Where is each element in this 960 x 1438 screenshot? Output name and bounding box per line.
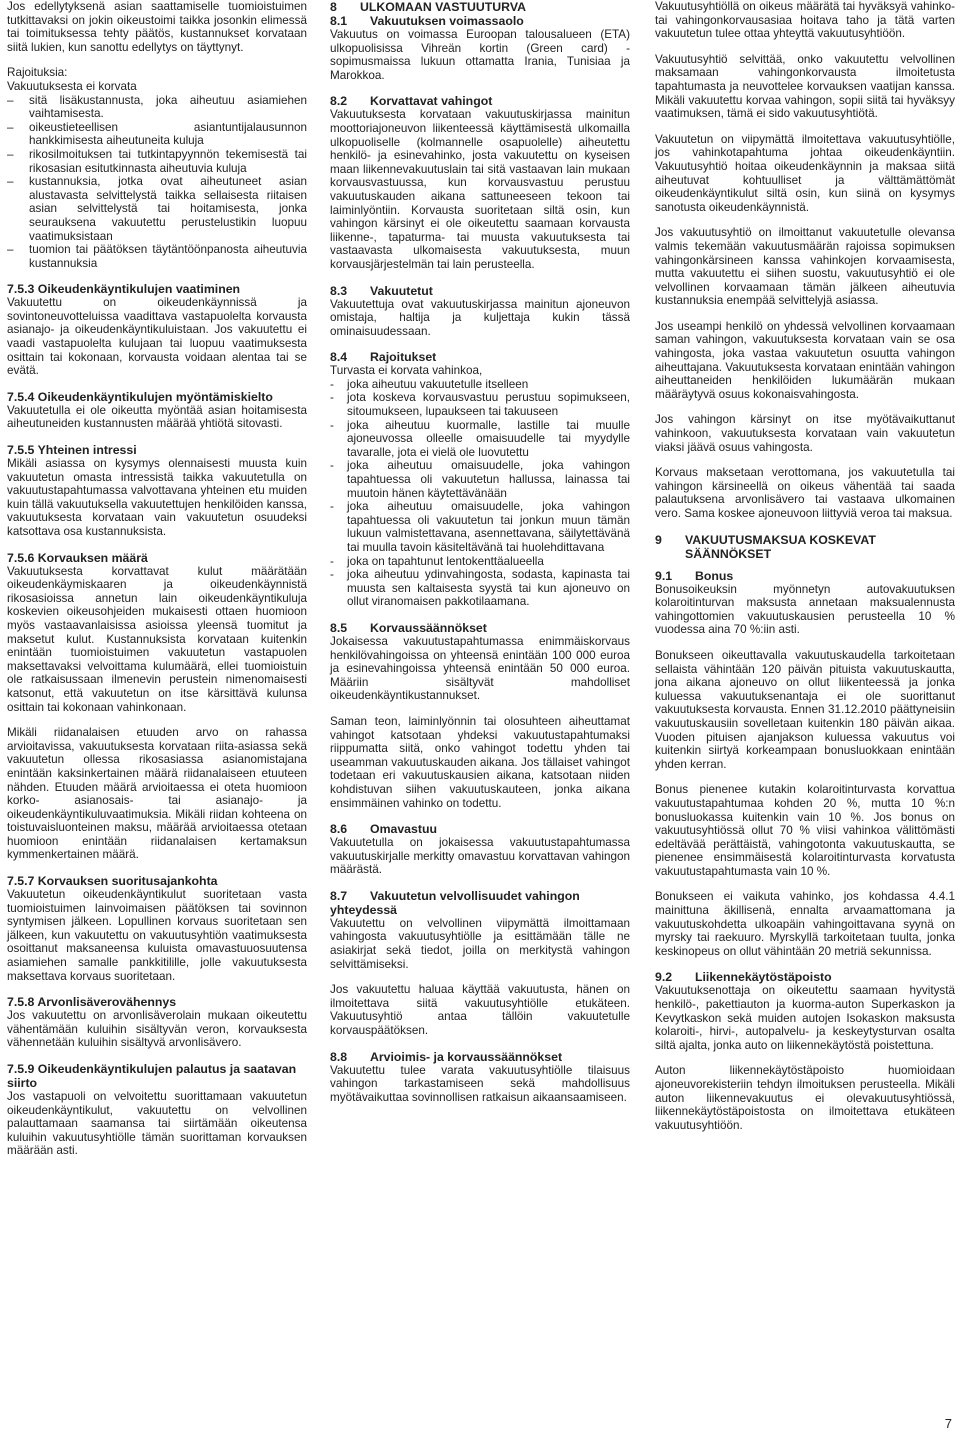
paragraph: Vakuutusyhtiö selvittää, onko vakuutettu velvollinen maksamaan vahingonkorvausta ilmoitetusta tapahtumasta ja neuvottelee korvauksen vaatijan kanssa. Mikäli vakuutettu korvaa vahingon, sopii siitä tai hyväksyy vaatimuksen, tämä ei sido vakuutusyhtiötä. bbox=[655, 52, 955, 121]
section-8-7-text-2: Jos vakuutettu haluaa käyttää vakuutusta, hänen on ilmoitettava siitä vakuutusyhtiölle etukäteen. Vakuutusyhtiö antaa tällöin vakuutetulle korvauspäätöksen. bbox=[330, 983, 630, 1038]
section-8-7-text: Vakuutettu on velvollinen viipymättä ilmoittamaan vahingosta vakuutusyhtiölle ja esittämään tälle ne asiakirjat sekä tiedot, joilla on merkitystä vahingon selvittämiseksi. bbox=[330, 916, 630, 971]
column-left bbox=[7, 0, 307, 1170]
list-item: - joka on tapahtunut lentokenttäalueella bbox=[330, 554, 544, 568]
section-9-1-text-2: Bonukseen oikeuttavalla vakuutuskaudella tarkoitetaan sellaista vähintään 120 päivän pituista vakuutuskautta, jona aikana ajoneuvo on ollut liikenteessä ja jonka kuluessa vakuutuksenantaja ei ole suorittanut vakuutuksesta korvausta. Ennen 31.12.2010 päättyneisiin vakuutuskausiin sovelletaan kuitenkin 180 päivän aikaa. Vuoden pituisen ajanjakson kuluessa vakuutus voi kuitenkin siirtyä korkeampaan bonusluokkaan enintään yhden kerran. bbox=[655, 648, 955, 771]
paragraph: Korvaus maksetaan verottomana, jos vakuutetulla tai vahingon kärsineellä on oikeus vähentää tai saada palautuksena arvonlisävero tai vastaava ulkomainen vero. Sama koskee ajoneuvoon liittyviä veroa tai maksua. bbox=[655, 466, 955, 520]
column-right bbox=[655, 0, 955, 1144]
section-heading-8-5: 8.5 Korvaussäännökset bbox=[330, 620, 487, 635]
section-heading-7-5-5: 7.5.5 Yhteinen intressi bbox=[7, 443, 137, 458]
section-9-2-text-2: Auton liikennekäytöstäpoisto huomioidaan ajoneuvorekisteriin tehdyn ilmoituksen perusteella. Mikäli auton liikennevakuutus ei olevakuutusyhtiössä, liikennekäytöstäpoistosta on ilmoitettava etukäteen vakuutusyhtiöön. bbox=[655, 1064, 955, 1132]
restrictions-intro: Vakuutuksesta ei korvata bbox=[7, 79, 137, 93]
section-heading-9-1: 9.1 Bonus bbox=[655, 568, 734, 583]
section-7-5-4-text: Vakuutetulla ei ole oikeutta myöntää asian hoitamisesta aiheutuneiden kustannusten määrää yhtiötä sitovasti. bbox=[7, 403, 307, 431]
section-heading-7-5-7: 7.5.7 Korvauksen suoritusajankohta bbox=[7, 874, 218, 889]
intro-paragraph: Jos edellytyksenä asian saattamiselle tuomioistuimen tutkittavaksi on jokin oikeustoimi taikka josonkin elimessä tai toimituksessa tehty päätös, kustannukset korvataan siitä lukien, kun sanottu edellytys on täyttynyt. bbox=[7, 0, 307, 54]
chapter-heading-8: 8 ULKOMAAN VASTUUTURVA bbox=[330, 0, 527, 14]
list-item: - jota koskeva korvausvastuu perustuu sopimukseen, sitoumukseen, lupaukseen tai takuuseen bbox=[330, 391, 630, 419]
restrictions-heading: Rajoituksia: bbox=[7, 66, 68, 80]
list-item: - joka aiheutuu vakuutetulle itselleen bbox=[330, 377, 529, 391]
list-item: – rikosilmoituksen tai tutkintapyynnön tekemisestä tai rikosasian esitutkinnasta aiheutuvia kuluja bbox=[7, 147, 307, 175]
chapter-heading-9: 9 VAKUUTUSMAKSUA KOSKEVAT SÄÄNNÖKSET bbox=[655, 532, 876, 561]
paragraph: Vakuutetun on viipymättä ilmoitettava vakuutusyhtiölle, jos vahinkotapahtuma johtaa oikeudenkäyntiin. Vakuutusyhtiö hoitaa oikeudenkäynnin ja maksaa siitä aiheutuvat kohtuulliset ja välttämättömät oikeudenkäyntikulut siltä osin, kun siinä on kysymys sanotusta oikeudenkäynnistä. bbox=[655, 132, 955, 214]
list-item: - joka aiheutuu kuormalle, lastille tai muulle ajoneuvossa olleelle omaisuudelle tai myydylle tavaralle, jota ei vielä ole luovutettu bbox=[330, 418, 630, 459]
section-7-5-3-text: Vakuutettu on oikeudenkäynnissä ja sovintoneuvotteluissa vaadittava vastapuolelta korvausta asianajo- ja oikeudenkäyntikuluistaan. Jos vakuutettu ei vaadi vastapuolelta kulujaan tai luopuu vaatimuksesta osittain tai kokonaan, korvausta voidaan alentaa tai se evätä. bbox=[7, 296, 307, 378]
column-middle bbox=[330, 0, 630, 1116]
section-heading-7-5-6: 7.5.6 Korvauksen määrä bbox=[7, 550, 148, 565]
section-7-5-6-text-2: Mikäli riidanalaisen etuuden arvo on rahassa arvioitavissa, vakuutuksesta korvataan riita-asiassa sekä vakuutetun ollessa rikosasiassa asianomistajana enintään kaksinkertainen määrä riidanalaiseen etuuteen nähden. Etuuden määrä arvioitaessa ei oteta huomioon korko- asianosais- tai asianajo- ja oikeudenkäyntikuluvaatimuksia. Mikäli riidan kohteena on toistuvaisluonteinen maksu, määrää arvioitaessa otetaan huomioon enintään riidanalaisen kertamaksun kymmenkertainen määrä. bbox=[7, 726, 307, 862]
section-8-5-text: Jokaisessa vakuutustapahtumassa enimmäiskorvaus henkilövahingoissa on yhteensä enintään 100 000 euroa ja esinevahingoissa yhteensä enintään 50 000 euroa. Määriin sisältyvät mahdolliset oikeudenkäyntikustannukset. bbox=[330, 634, 630, 703]
section-8-4-intro: Turvasta ei korvata vahinkoa, bbox=[330, 364, 483, 378]
section-heading-8-4: 8.4 Rajoitukset bbox=[330, 350, 437, 365]
paragraph: Vakuutusyhtiöllä on oikeus määrätä tai hyväksyä vahinko- tai vahingonkorvausasiaa hoitava taho ja tätä varten vakuutetun tulee ottaa yhteyttä vakuutusyhtiöön. bbox=[655, 0, 955, 41]
paragraph: Jos useampi henkilö on yhdessä velvollinen korvaamaan saman vahingon, vakuutuksesta korvataan vain se osa vahingosta, joka vastaa vakuutetun osuutta vahingon aiheuttajana. Vakuutuksesta korvataan enintään vahingon aiheuttaneiden henkilöiden lukumäärän mukaan määräytyvä osuus kokonaisvahingosta. bbox=[655, 319, 955, 401]
section-7-5-8-text: Jos vakuutettu on arvonlisäverolain mukaan oikeutettu vähentämään kuluihin sisältyvän veron, korvauksesta vähennetään kuluihin sisältyvä arvonlisävero. bbox=[7, 1009, 307, 1050]
list-item: – tuomion tai päätöksen täytäntöönpanosta aiheutuvia kustannuksia bbox=[7, 243, 307, 270]
list-item: - joka aiheutuu omaisuudelle, joka vahingon tapahtuessa oli vakuutetun tai jonkun muun tämän lukuun valmistettavana, asennettavana, säilytettävänä tai muulla tavoin käsiteltävänä tai huolehdittavana bbox=[330, 500, 630, 554]
restrictions-block bbox=[7, 66, 307, 270]
paragraph: Jos vahingon kärsinyt on itse myötävaikuttanut vahinkoon, vakuutuksesta korvataan vain vakuutetun viaksi jäävä osuus vahingosta. bbox=[655, 413, 955, 454]
section-8-6-text: Vakuutetulla on jokaisessa vakuutustapahtumassa vakuutuskirjalle merkitty omavastuu korvattavan vahingon määrästä. bbox=[330, 836, 630, 877]
section-heading-7-5-9: 7.5.9 Oikeudenkäyntikulujen palautus ja saatavan siirto bbox=[7, 1062, 297, 1090]
section-heading-7-5-8: 7.5.8 Arvonlisäverovähennys bbox=[7, 995, 177, 1010]
section-8-2-text: Vakuutuksesta korvataan vakuutuskirjassa mainitun moottoriajoneuvon liikenteessä käyttämisestä ulkomailla ulkopuoliselle (kolmannelle osapuolelle) aiheutettu henkilö- ja esinevahinko, josta vakuutettu on kyseisen maan liikennevakuutuslain tai sitä vastaavan lain mukaan korvausvastuussa, kun korvausvastuu perustuu vakuutuskauden aikana sattuneeseen tekoon tai laiminlyöntiin. Korvausta suoritetaan siltä osin, kun vahingon kärsinyt ei ole oikeutettu saamaan korvausta liikenne-, tapaturma- tai muusta vakuutuksesta tai vastaavasta ulkomaisesta vakuutuksesta, muun korvausjärjestelmän tai lain perusteella. bbox=[330, 108, 630, 271]
page-number: 7 bbox=[944, 1416, 952, 1432]
section-9-1-text-3: Bonus pienenee kutakin kolaroitinturvasta korvattua vakuutustapahtumaa kohden 20 %, mutta 10 %:n bonusluokassa kuitenkin vain 10 %. Jos bonus on vakuutusyhtiössä ollut 70 % viisi vahinkoa välittömästi edeltävää perättäistä, vahingotonta vakuutuskautta, se pienenee ensimmäisestä kolaroitinturvasta korvatusta vakuutustapahtumasta vain 10 %. bbox=[655, 783, 955, 878]
section-heading-8-2: 8.2 Korvattavat vahingot bbox=[330, 94, 493, 109]
section-heading-8-8: 8.8 Arvioimis- ja korvaussäännökset bbox=[330, 1049, 563, 1064]
section-heading-7-5-3: 7.5.3 Oikeudenkäyntikulujen vaatiminen bbox=[7, 282, 241, 297]
section-9-1-text-4: Bonukseen ei vaikuta vahinko, jos kohdassa 4.4.1 mainittuna äkillisenä, ennalta arvaamattomana ja vakuutuskohdetta ulkoapäin vahingoittavana syynä on myrsky tai raekuuro. Myrskyllä tarkoitetaan tuulta, jonka keskinopeus on ollut vähintään 20 metriä sekunnissa. bbox=[655, 890, 955, 958]
list-item: – kustannuksia, jotka ovat aiheutuneet asian alustavasta selvittelystä taikka sellaisesta riitaisen asian selvittelystä tai hoitamisesta, jonka seurauksena vakuutettu perustelustikin luopuu vaatimuksistaan bbox=[7, 175, 307, 243]
section-7-5-6-text: Vakuutuksesta korvattavat kulut määrätään oikeudenkäymiskaaren ja oikeudenkäynnistä rikosasioissa annetun lain oikeudenkäyntikuluja koskevien oikeusohjeiden mukaisesti ottaen huomioon myös vastaavanlaisissa asioissa yleensä tuomitut ja maksetut kulut. Kustannuksista korvataan kuitenkin enintään tuomioistuimen vakuutetun vastapuolen maksettavaksi velvoittama kulumäärä, ellei tuomioistuin ole ratkaisussaan ilmenevin perustein nimenomaisesti katsonut, että vakuutetun on itse kärsittävä kulunsa osittain tai kokonaan vahinkonaan. bbox=[7, 564, 307, 714]
restrictions-list bbox=[7, 94, 307, 271]
section-9-2-text: Vakuutuksenottaja on oikeutettu saamaan hyvitystä henkilö-, pakettiauton ja kuorma-auton Superkaskon ja Kevytkaskon sekä muiden autojen Isokaskon maksusta kolaroiti-, hirvi-, autopalvelu- ja keskeytysturvan osalta siltä ajalta, jonka auto on liikennekäytöstä poistettuna. bbox=[655, 984, 955, 1052]
paragraph: Jos vakuutusyhtiö on ilmoittanut vakuutetulle olevansa valmis tekemään vakuutusmäärän rajoissa sopimuksen vahingonkärsineen kanssa vahinkojen korvaamisesta, mutta vakuutettu ei siihen suostu, vakuutusyhtiö ei ole velvollinen korvaamaan tämän jälkeen aiheutuvia kustannuksia enempää selvittelyjä asiassa. bbox=[655, 226, 955, 308]
list-item: - joka aiheutuu ydinvahingosta, sodasta, kapinasta tai muusta sen kaltaisesta syystä tai kun ajoneuvo on ollut viranomaisen pakkotilaamana. bbox=[330, 568, 630, 609]
section-8-8-text: Vakuutettu tulee varata vakuutusyhtiölle tilaisuus vahingon tarkastamiseen sekä mahdollisuus myötävaikuttaa sovinnollisen ratkaisun aikaansaamiseen. bbox=[330, 1063, 630, 1104]
section-heading-8-3: 8.3 Vakuutetut bbox=[330, 283, 433, 298]
section-7-5-9-text: Jos vastapuoli on velvoitettu suorittamaan vakuutetun oikeudenkäyntikulut, vakuutettu on velvollinen palauttamaan saamansa tai siirtämään oikeutensa kuluihin vakuutusyhtiölle tämän suorittaman korvauksen määrään asti. bbox=[7, 1090, 307, 1158]
list-item: - joka aiheutuu omaisuudelle, joka vahingon tapahtuessa oli vakuutetun hallussa, lainassa tai muutoin hänen käytettävänään bbox=[330, 459, 630, 500]
section-heading-7-5-4: 7.5.4 Oikeudenkäyntikulujen myöntämiskielto bbox=[7, 389, 273, 404]
section-heading-8-7: 8.7 Vakuutetun velvollisuudet vahingon yhteydessä bbox=[330, 888, 580, 917]
section-heading-9-2: 9.2 Liikennekäytöstäpoisto bbox=[655, 970, 832, 985]
section-8-5-text-2: Saman teon, laiminlyönnin tai olosuhteen aiheuttamat vahingot katsotaan yhdeksi vakuutustapahtumaksi riippumatta siitä, onko vahingot todettu yhden tai useamman vakuutuskauden aikana. Jos tällaiset vahingot todetaan eri vakuutuskausien aikana, katsotaan niiden kohdistuvan siihen vakuutuskauteen, jonka aikana ensimmäinen vahinko on todettu. bbox=[330, 714, 630, 810]
list-item: – oikeustieteellisen asiantuntijalausunnon hankkimisesta aiheutuneita kuluja bbox=[7, 120, 307, 148]
section-7-5-7-text: Vakuutetun oikeudenkäyntikulut suoritetaan vasta tuomioistuimen lainvoimaisen päätöksen tai sovinnon syntymisen jälkeen. Lopullinen korvaus suoritetaan sen jälkeen, kun vakuutettu on vakuutusyhtiön vaatimuksesta osoittanut maksaneensa kuluista omavastuuosuutensa asiamiehen samalle pankkitilille, jolle vakuutuksesta maksettava korvaus suoritetaan. bbox=[7, 888, 307, 983]
section-8-3-text: Vakuutettuja ovat vakuutuskirjassa mainitun ajoneuvon omistaja, haltija ja kuljettaja kukin tässä ominaisuudessaan. bbox=[330, 297, 630, 338]
section-8-1-text: Vakuutus on voimassa Euroopan talousalueen (ETA) ulkopuolisissa Vihreän kortin (Green card) -sopimusmaissa lukuun ottamatta Irania, Tunisiaa ja Marokkoa. bbox=[330, 28, 630, 82]
section-heading-8-1: 8.1 Vakuutuksen voimassaolo bbox=[330, 14, 524, 28]
section-heading-8-6: 8.6 Omavastuu bbox=[330, 822, 437, 837]
section-8-4-list bbox=[330, 378, 630, 609]
list-item: – sitä lisäkustannusta, joka aiheutuu asiamiehen vaihtamisesta. bbox=[7, 93, 307, 121]
section-9-1-text: Bonusoikeuksin myönnetyn autovakuutuksen kolaroitinturvan maksusta annetaan maksualennusta vahingottomien vakuutuskausien perusteella 10 % vuodessa aina 70 %:iin asti. bbox=[655, 582, 955, 637]
section-7-5-5-text: Mikäli asiassa on kysymys olennaisesti muusta kuin vakuutetun omasta intressistä taikka vakuutetulla on vakuutustapahtumassa valvottavana yhteinen etu muiden kuin tällä vakuutuksella vakuutettujen henkilöiden kanssa, vakuutuksesta korvataan vain vakuutetun osuudeksi katsottava osa kustannuksista. bbox=[7, 457, 307, 538]
